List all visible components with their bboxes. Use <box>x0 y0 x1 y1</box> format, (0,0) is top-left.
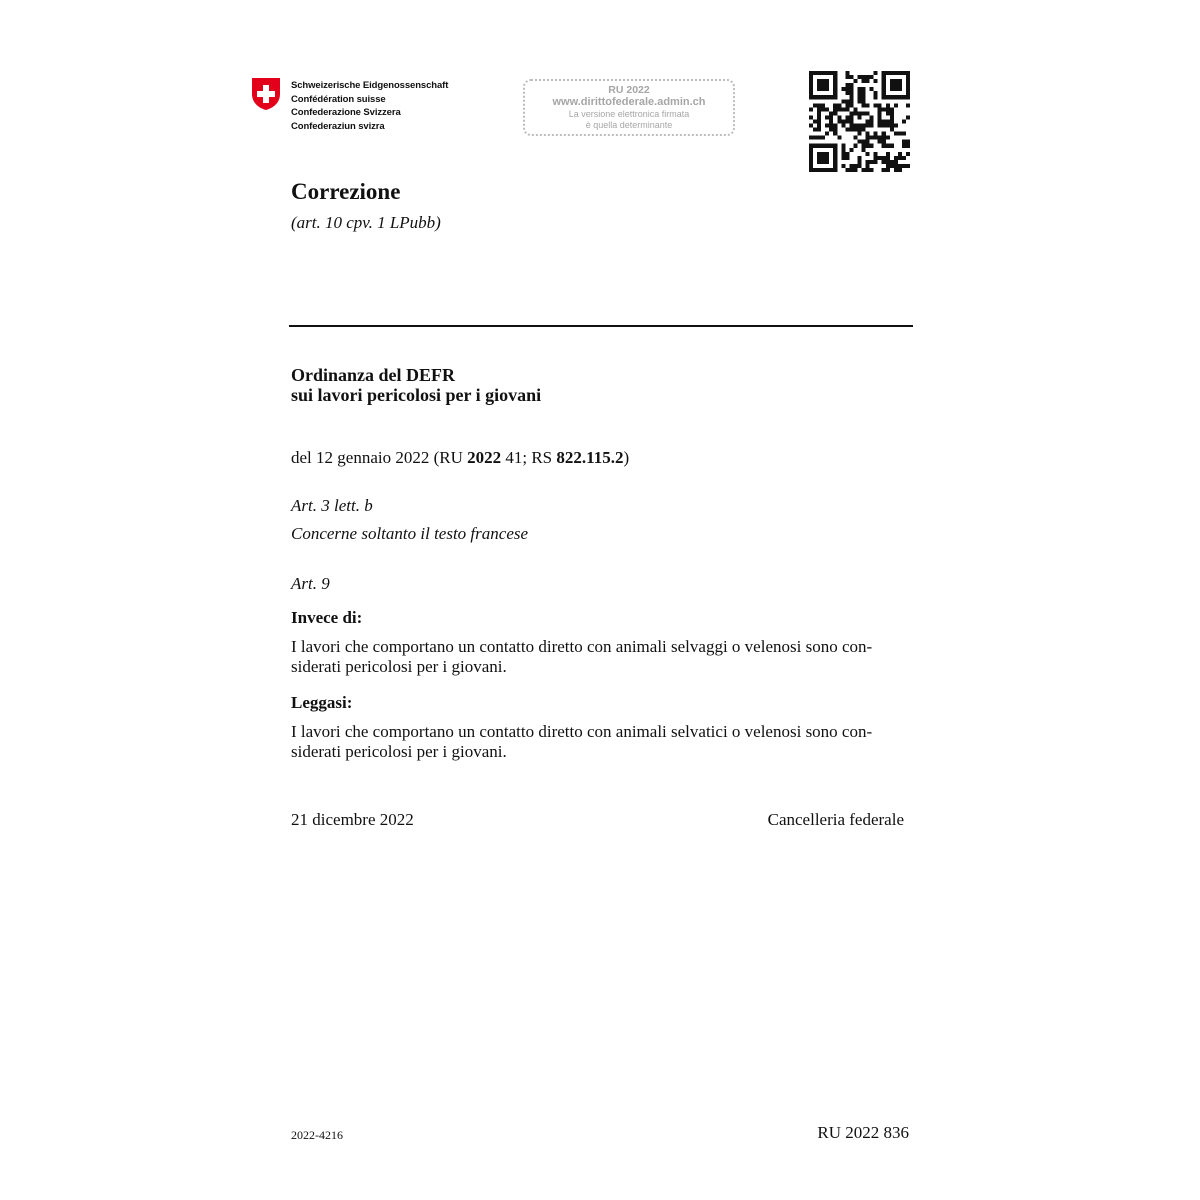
page-title: Correzione <box>291 179 401 204</box>
confederation-name-de: Schweizerische Eidgenossenschaft <box>291 80 449 91</box>
qr-code-icon[interactable] <box>809 71 910 172</box>
page-subtitle: (art. 10 cpv. 1 LPubb) <box>291 213 441 232</box>
instead-of-label: Invece di: <box>291 608 363 627</box>
read-label: Leggasi: <box>291 693 353 712</box>
ordinance-date-reference <box>291 447 629 468</box>
confederation-names <box>291 79 448 133</box>
rs-number: 822.115.2 <box>556 448 624 467</box>
confederation-name-fr: Confédération suisse <box>291 93 386 105</box>
stamp-line-3: La versione elettronica firmata <box>568 109 690 119</box>
signature-authority: Cancelleria federale <box>767 810 904 829</box>
date-suffix: ) <box>623 448 630 467</box>
article-3-heading: Art. 3 lett. b <box>291 496 373 515</box>
article-9-heading: Art. 9 <box>291 574 330 593</box>
stamp-line-1: RU 2022 <box>608 84 650 96</box>
ru-page: 41; RS <box>501 448 557 467</box>
ordinance-title-line-2: sui lavori pericolosi per i giovani <box>291 385 542 405</box>
swiss-cross-icon <box>251 77 281 111</box>
read-text-line-1: I lavori che comportano un contatto diretto con animali selvatici o velenosi sono con- <box>291 722 873 741</box>
electronic-version-stamp <box>523 79 735 136</box>
instead-of-text-line-1: I lavori che comportano un contatto diretto con animali selvaggi o velenosi sono con- <box>291 637 873 656</box>
ru-reference: RU 2022 836 <box>817 1123 909 1142</box>
document-number: 2022-4216 <box>291 1128 343 1142</box>
signature-date: 21 dicembre 2022 <box>291 810 414 829</box>
confederation-name-it: Confederazione Svizzera <box>291 107 401 118</box>
horizontal-divider <box>289 325 913 327</box>
instead-of-text-line-2: siderati pericolosi per i giovani. <box>291 657 507 676</box>
ordinance-title-line-1: Ordinanza del DEFR <box>291 365 456 385</box>
confederation-name-rm: Confederaziun svizra <box>291 120 385 132</box>
stamp-url[interactable]: www.dirittofederale.admin.ch <box>552 96 706 108</box>
date-prefix: del 12 gennaio 2022 (RU <box>291 448 468 467</box>
ru-year: 2022 <box>467 448 502 467</box>
article-3-note: Concerne soltanto il testo francese <box>291 524 529 543</box>
read-text-line-2: siderati pericolosi per i giovani. <box>291 742 507 761</box>
stamp-line-4: è quella determinante <box>585 120 673 130</box>
